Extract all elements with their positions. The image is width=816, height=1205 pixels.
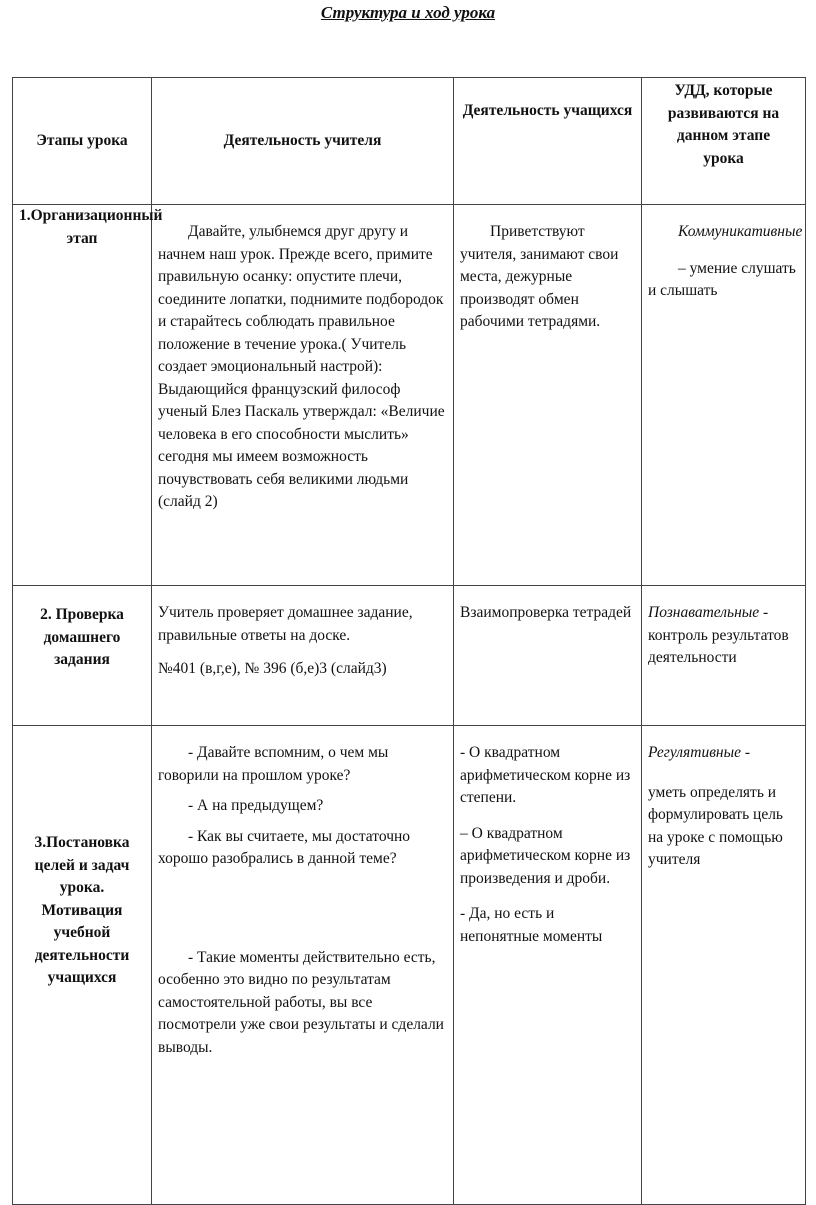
teacher-text: Учитель проверяет домашнее задание, правильные ответы на доске.: [158, 604, 413, 644]
teacher-line: - Давайте вспомним, о чем мы говорили на прошлом уроке?: [158, 744, 389, 784]
table-row: [13, 726, 806, 1205]
udd-text: уметь определять и формулировать цель на уроке с помощью учителя: [648, 783, 784, 868]
udd-text: - контроль результатов деятельности: [648, 604, 789, 666]
table-row: [13, 205, 806, 586]
student-line: – О квадратном арифметическом корне из произведения и дроби.: [460, 824, 631, 887]
header-udd: УДД, которые развиваются на данном этапе урока: [642, 78, 806, 205]
udd-type-suffix: -: [741, 744, 751, 761]
stage-cell: 3.Постановка целей и задач урока. Мотивация учебной деятельности учащихся: [13, 726, 152, 1205]
stage-cell: 2. Проверка домашнего задания: [13, 586, 152, 726]
teacher-activity-cell: [152, 205, 454, 586]
udd-cell: [642, 726, 806, 1205]
header-stages: Этапы урока: [13, 78, 152, 205]
teacher-line: - Как вы считаете, мы достаточно хорошо разобрались в данной теме?: [158, 827, 411, 867]
udd-text: – умение слушать и слышать: [648, 259, 796, 299]
udd-text-block: [648, 602, 799, 670]
udd-type: Регулятивные: [648, 744, 741, 761]
teacher-activity-cell: [152, 726, 454, 1205]
student-activity-cell: [454, 586, 642, 726]
udd-type-line: [648, 742, 799, 765]
page-title: Структура и ход урока: [320, 3, 496, 22]
lesson-structure-table: [12, 77, 806, 1205]
teacher-tasks: №401 (в,г,е), № 396 (б,е)3 (слайд3): [158, 660, 387, 677]
student-line: - О квадратном арифметическом корне из степени.: [460, 744, 631, 806]
teacher-line: - Такие моменты действительно есть, особенно это видно по результатам самостоятельной работы, вы все посмотрели уже свои результаты и сделали выводы.: [158, 948, 444, 1056]
student-text: Приветствуют учителя, занимают свои места, дежурные производят обмен рабочими тетрадями.: [460, 223, 619, 330]
udd-type: Коммуникативные: [678, 223, 803, 240]
student-activity-cell: [454, 205, 642, 586]
student-line: - Да, но есть и непонятные моменты: [460, 905, 603, 945]
stage-cell: 1.Организационный этап: [13, 205, 152, 586]
header-student-activity: Деятельность учащихся: [454, 78, 642, 205]
udd-cell: [642, 205, 806, 586]
teacher-line: - А на предыдущем?: [188, 797, 324, 814]
udd-cell: [642, 586, 806, 726]
table-header-row: [13, 78, 806, 205]
student-activity-cell: [454, 726, 642, 1205]
teacher-activity-cell: [152, 586, 454, 726]
teacher-text: Давайте, улыбнемся друг другу и начнем наш урок. Прежде всего, примите правильную осанку: опустите плечи, соедините лопатки, поднимите подбородок и старайтесь соблюдать правильное положение в течение урока.( Учитель создает эмоциональный настрой): Выдающийся французский философ ученый Блез Паскаль утверждал: «Величие человека в его способности мыслить» сегодня мы имеем возможность почувствовать себя великими людьми (слайд 2): [158, 223, 445, 510]
table-row: [13, 586, 806, 726]
student-text: Взаимопроверка тетрадей: [460, 604, 632, 621]
header-teacher-activity: Деятельность учителя: [152, 78, 454, 205]
udd-type: Познавательные: [648, 604, 760, 621]
